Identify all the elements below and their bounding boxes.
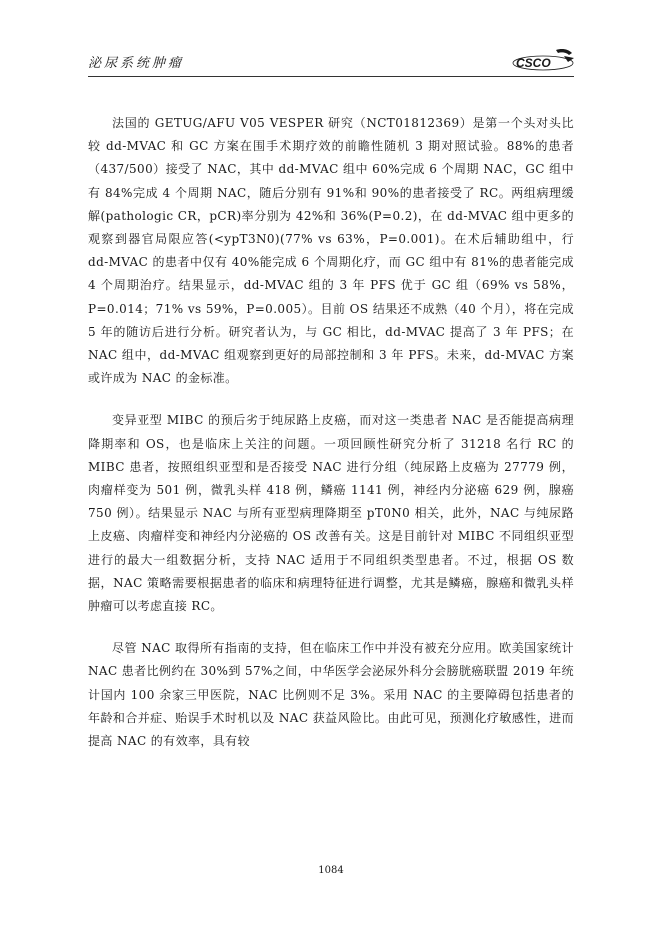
logo-lettering: CSCO — [516, 56, 551, 70]
csco-logo — [512, 46, 576, 74]
running-head-title: 泌尿系统肿瘤 — [88, 56, 185, 71]
body-text — [88, 112, 574, 772]
header-divider — [88, 76, 574, 77]
paragraph-vesper-trial: 法国的 GETUG/AFU V05 VESPER 研究（NCT01812369）是第一个头对头比较 dd-MVAC 和 GC 方案在围手术期疗效的前瞻性随机 3 期对照试验。88%的患者（437/500）接受了 NAC，其中 dd-MVAC 组中 60%完成 6 个周期 NAC，GC 组中有 84%完成 4 个周期 NAC，随后分别有 91%和 90%的患者接受了 RC。两组病理缓解(pathologic CR，pCR)率分别为 42%和 36%(P=0.2)，在 dd-MVAC 组中更多的观察到器官局限应答(<ypT3N0)(77% vs 63%，P=0.001)。在术后辅助组中，行 dd-MVAC 的患者中仅有 40%能完成 6 个周期化疗，而 GC 组中有 81%的患者能完成 4 个周期治疗。结果显示，dd-MVAC 组的 3 年 PFS 优于 GC 组（69% vs 58%，P=0.014；71% vs 59%，P=0.005）。目前 OS 结果还不成熟（40 个月），将在完成 5 年的随访后进行分析。研究者认为，与 GC 相比，dd-MVAC 提高了 3 年 PFS；在 NAC 组中，dd-MVAC 组观察到更好的局部控制和 3 年 PFS。未来，dd-MVAC 方案或许成为 NAC 的金标准。 — [88, 116, 574, 386]
paragraph-nac-adoption: 尽管 NAC 取得所有指南的支持，但在临床工作中并没有被充分应用。欧美国家统计 NAC 患者比例约在 30%到 57%之间，中华医学会泌尿外科分会膀胱癌联盟 2019 年统计国内 100 余家三甲医院，NAC 比例则不足 3%。采用 NAC 的主要障碍包括患者的年龄和合并症、贻误手术时机以及 NAC 获益风险比。由此可见，预测化疗敏感性，进而提高 NAC 的有效率，具有较 — [88, 641, 574, 749]
paragraph-variant-subtypes: 变异亚型 MIBC 的预后劣于纯尿路上皮癌，而对这一类患者 NAC 是否能提高病理降期率和 OS，也是临床上关注的问题。一项回顾性研究分析了 31218 名行 RC 的 MIBC 患者，按照组织亚型和是否接受 NAC 进行分组（纯尿路上皮癌为 27779 例，肉瘤样变为 501 例，微乳头样 418 例，鳞癌 1141 例，神经内分泌癌 629 例，腺癌 750 例）。结果显示 NAC 与所有亚型病理降期至 pT0N0 相关，此外，NAC 与纯尿路上皮癌、肉瘤样变和神经内分泌癌的 OS 改善有关。这是目前针对 MIBC 不同组织亚型进行的最大一组数据分析，支持 NAC 适用于不同组织类型患者。不过，根据 OS 数据，NAC 策略需要根据患者的临床和病理特征进行调整，尤其是鳞癌，腺癌和微乳头样肿瘤可以考虑直接 RC。 — [88, 413, 574, 614]
page-number: 1084 — [318, 865, 344, 876]
page-header — [88, 46, 574, 74]
